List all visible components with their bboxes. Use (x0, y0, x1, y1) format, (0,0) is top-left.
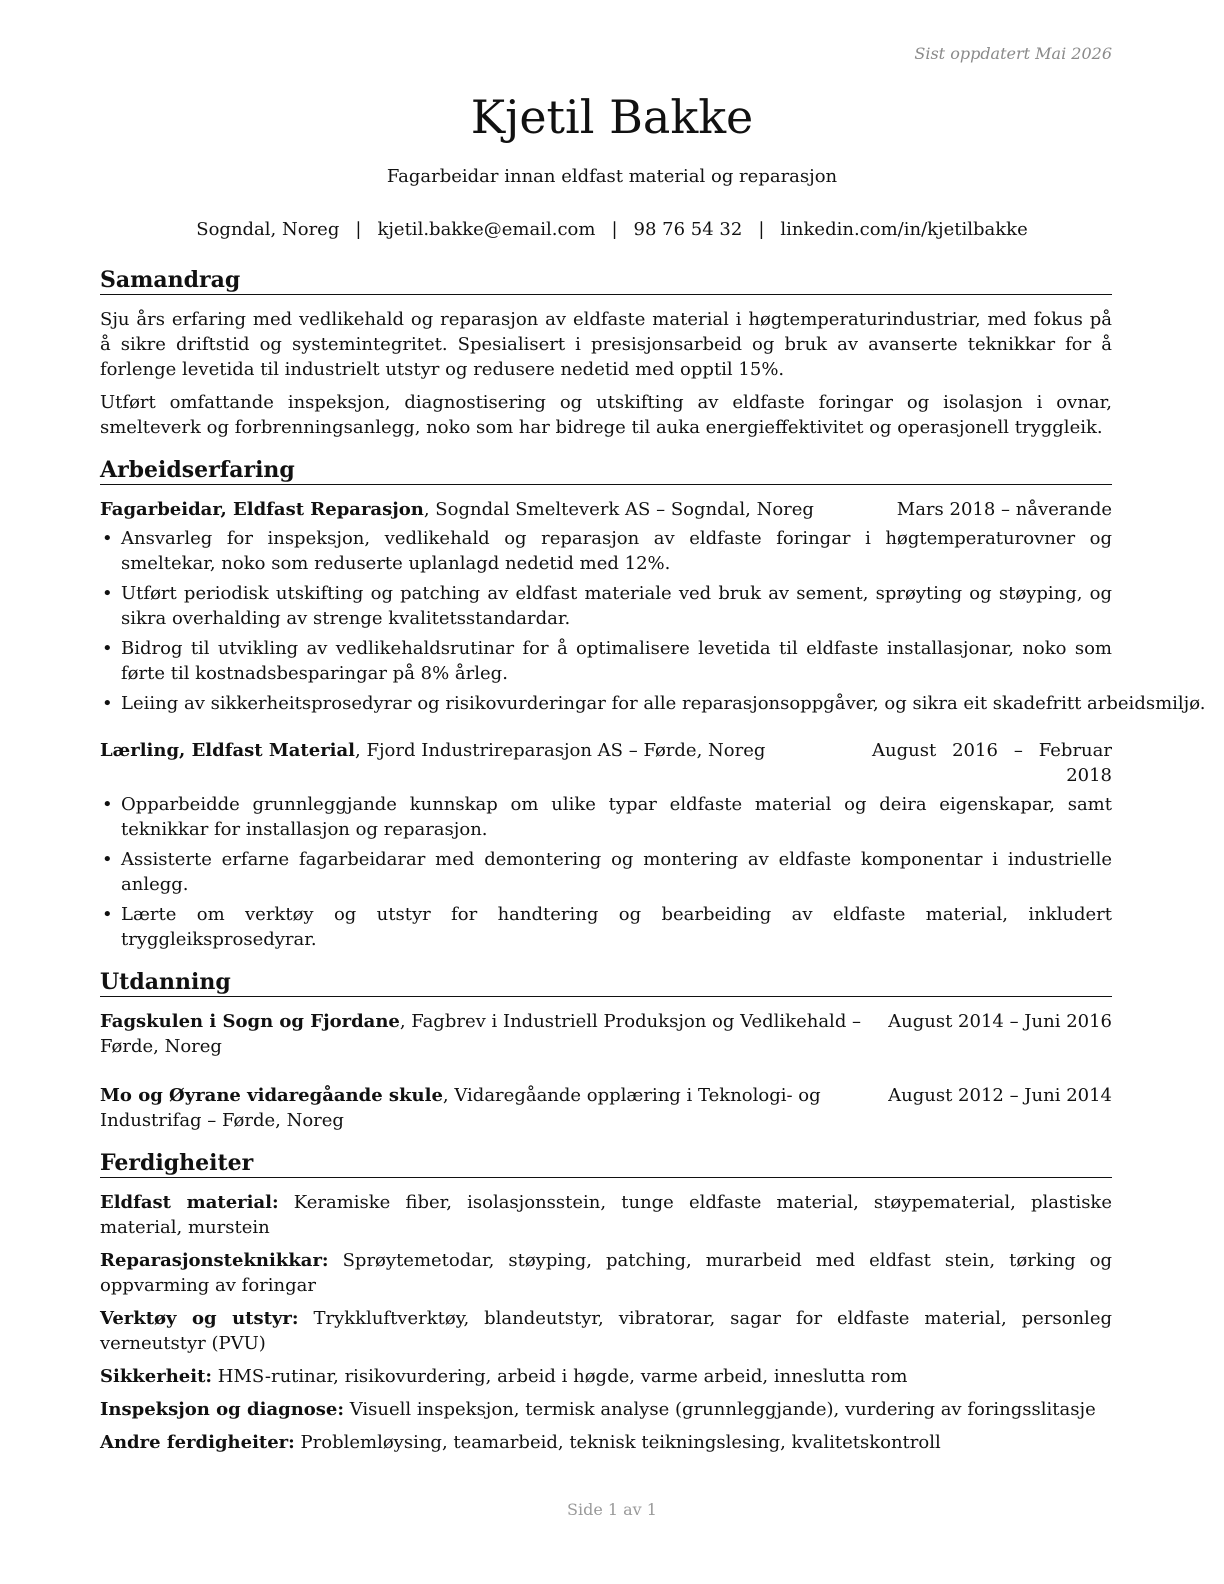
job-position (100, 497, 897, 522)
contact-linkedin[interactable]: linkedin.com/in/kjetilbakke (780, 219, 1028, 240)
skill-row (100, 1430, 1112, 1455)
skill-label: Sikkerheit: (100, 1366, 213, 1387)
job-role: Fagarbeidar, Eldfast Reparasjon (100, 499, 424, 520)
job-organization: , Sogndal Smelteverk AS – Sogndal, Noreg (423, 499, 814, 520)
job-bullet: • Assisterte erfarne fagarbeidarar med demontering og montering av eldfaste komponentar i industrielle anlegg. (100, 847, 1112, 897)
job-bullet: • Opparbeidde grunnleggjande kunnskap om ulike typar eldfaste material og deira eigenskapar, samt teknikkar for installasjon og reparasjon. (100, 792, 1112, 842)
skill-text: HMS-rutinar, risikovurdering, arbeid i høgde, varme arbeid, inneslutta rom (212, 1366, 908, 1387)
education-detail (100, 1009, 888, 1059)
summary-paragraph: Sju års erfaring med vedlikehald og reparasjon av eldfaste material i høgtemperaturindustriar, med fokus på å sikre driftstid og systemintegritet. Spesialisert i presisjonsarbeid og bruk av avanserte teknikkar for å forlenge levetida til industrielt utstyr og redusere nedetid med opptil 15%. (100, 309, 1112, 380)
job-bullet: • Bidrog til utvikling av vedlikehaldsrutinar for å optimalisere levetida til eldfaste installasjonar, noko som førte til kostnadsbesparingar på 8% årleg. (100, 636, 1112, 686)
education-section (100, 968, 1112, 1133)
job-organization: , Fjord Industrireparasjon AS – Førde, Noreg (355, 740, 766, 761)
skill-label: Verktøy og utstyr: (100, 1308, 299, 1329)
skill-text: Visuell inspeksjon, termisk analyse (grunnleggjande), vurdering av foringsslitasje (344, 1399, 1096, 1420)
skill-row (100, 1190, 1112, 1240)
job-bullets (100, 526, 1206, 716)
summary-section (100, 266, 1112, 440)
job-entry (100, 738, 1112, 952)
job-bullets (100, 792, 1112, 952)
skill-text: Trykkluftverktøy, blandeutstyr, vibratorar, sagar for eldfaste material, personleg verneutstyr (PVU) (100, 1308, 1112, 1354)
skill-row (100, 1397, 1112, 1422)
education-program: , Vidaregåande opplæring i Teknologi- og Industrifag – Førde, Noreg (100, 1085, 821, 1131)
skill-label: Inspeksjon og diagnose: (100, 1399, 345, 1420)
contact-line (0, 219, 1224, 240)
contact-email[interactable]: kjetil.bakke@email.com (377, 219, 596, 240)
education-school: Fagskulen i Sogn og Fjordane (100, 1011, 400, 1032)
skill-row (100, 1306, 1112, 1356)
job-role: Lærling, Eldfast Material (100, 740, 356, 761)
job-bullet: • Utført periodisk utskifting og patching av eldfast materiale ved bruk av sement, sprøyting og støyping, og sikra overhalding av strenge kvalitetsstandardar. (100, 581, 1112, 631)
skill-row (100, 1248, 1112, 1298)
education-dates: August 2014 – Juni 2016 (888, 1011, 1112, 1032)
section-heading-education: Utdanning (100, 968, 1112, 997)
contact-separator: | (758, 219, 765, 240)
candidate-name: Kjetil Bakke (470, 90, 754, 144)
page-footer: Side 1 av 1 (567, 1500, 657, 1519)
skill-text: Sprøytemetodar, støyping, patching, murarbeid med eldfast stein, tørking og oppvarming av foringar (100, 1250, 1112, 1296)
job-entry (100, 497, 1206, 716)
education-entry (100, 1083, 1112, 1133)
skill-label: Reparasjonsteknikkar: (100, 1250, 329, 1271)
contact-phone: 98 76 54 32 (633, 219, 743, 240)
job-header (100, 497, 1112, 522)
skill-label: Eldfast material: (100, 1192, 279, 1213)
job-dates: August 2016 – Februar 2018 (872, 740, 1112, 786)
section-heading-skills: Ferdigheiter (100, 1149, 1112, 1178)
skill-text: Problemløysing, teamarbeid, teknisk teikningslesing, kvalitetskontroll (294, 1432, 941, 1453)
experience-section (100, 456, 1206, 952)
skill-label: Andre ferdigheiter: (100, 1432, 295, 1453)
contact-separator: | (355, 219, 362, 240)
job-position (100, 738, 872, 763)
job-bullet: • Lærte om verktøy og utstyr for handtering og bearbeiding av eldfaste material, inkludert tryggleiksprosedyrar. (100, 902, 1112, 952)
contact-location: Sogndal, Noreg (196, 219, 340, 240)
skill-row (100, 1364, 1112, 1389)
skill-text: Keramiske fiber, isolasjonsstein, tunge eldfaste material, støypematerial, plastiske material, murstein (100, 1192, 1112, 1238)
job-header (100, 738, 1112, 788)
education-school: Mo og Øyrane vidaregåande skule (100, 1085, 443, 1106)
skills-section (100, 1149, 1112, 1455)
job-bullet: • Ansvarleg for inspeksjon, vedlikehald og reparasjon av eldfaste foringar i høgtemperaturovner og smeltekar, noko som reduserte uplanlagd nedetid med 12%. (100, 526, 1112, 576)
job-dates: Mars 2018 – nåverande (896, 499, 1112, 520)
contact-separator: | (611, 219, 618, 240)
education-program: , Fagbrev i Industriell Produksjon og Vedlikehald – Førde, Noreg (100, 1011, 862, 1057)
education-dates: August 2012 – Juni 2014 (888, 1085, 1112, 1106)
candidate-title: Fagarbeidar innan eldfast material og reparasjon (386, 166, 838, 187)
summary-paragraph: Utført omfattande inspeksjon, diagnostisering og utskifting av eldfaste foringar og isolasjon i ovnar, smelteverk og forbrenningsanlegg, noko som har bidrege til auka energieffektivitet og operasjonell tryggleik. (100, 392, 1112, 438)
last-updated: Sist oppdatert Mai 2026 (914, 44, 1112, 63)
job-bullet: • Leiing av sikkerheitsprosedyrar og risikovurderingar for alle reparasjonsoppgåver, og sikra eit skadefritt arbeidsmiljø. (100, 691, 1120, 716)
education-entry (100, 1009, 1112, 1059)
education-detail (100, 1083, 888, 1133)
section-heading-summary: Samandrag (100, 266, 1112, 295)
section-heading-experience: Arbeidserfaring (100, 456, 1112, 485)
resume-content (100, 266, 1206, 1463)
